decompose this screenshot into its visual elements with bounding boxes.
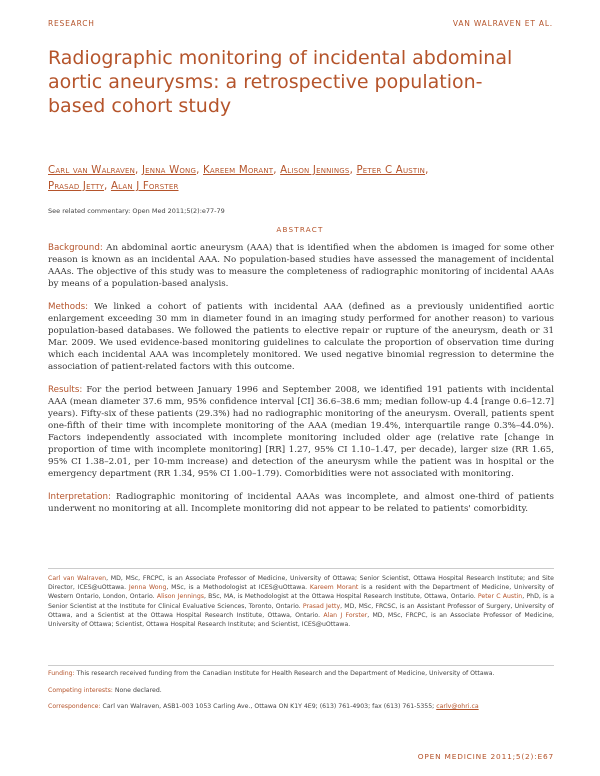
abstract-interpretation: [48, 491, 554, 515]
separator: ,: [273, 165, 281, 176]
paragraph-text: We linked a cohort of patients with incidental AAA (defined as a previously unidentified aortic enlargement exceeding 30 mm in diameter found in an imaging study performed for another reason) to various population-based databases. We followed the patients to elective repair or rupture of the aneurysm, death or 31 Mar. 2009. We used evidence-based monitoring guidelines to calculate the proportion of observation time during which each incidental AAA was incompletely monitored. We used negative binomial regression to determine the association of patient-related factors with this outcome.: [48, 302, 554, 372]
note-text: This research received funding from the Canadian Institute for Health Research and the Department of Medicine, University of Ottawa.: [74, 670, 495, 677]
abstract-heading: ABSTRACT: [276, 225, 324, 234]
author-link[interactable]: Carl van Walraven: [48, 165, 136, 176]
email-link[interactable]: carlv@ohri.ca: [436, 703, 479, 710]
related-commentary[interactable]: See related commentary: Open Med 2011;5(2):e77-79: [48, 207, 225, 215]
funding-note: [48, 670, 554, 677]
note-text: None declared.: [112, 687, 162, 694]
divider: [48, 665, 554, 666]
section-label: Interpretation:: [48, 492, 111, 502]
running-authors: VAN WALRAVEN ET AL.: [452, 19, 553, 28]
paragraph-text: An abdominal aortic aneurysm (AAA) that is identified when the abdomen is imaged for some other reason is known as an incidental AAA. No population-based studies have assessed the management of incidental AAAs. The objective of this study was to measure the completeness of radiographic monitoring of incidental AAAs by means of a population-based analysis.: [48, 243, 554, 289]
section-label: Results:: [48, 385, 83, 395]
affil-text: , MD, MSc, FRCPC, is an Associate Professor of Medicine, University of Ottawa; Scientist, Ottawa Hospital Research Institute; and Scientist, ICES@uOttawa.: [48, 611, 554, 629]
abstract-methods: [48, 301, 554, 373]
affil-text: , MD, MSc, FRCPC, is an Associate Professor of Medicine, University of Ottawa; Senior Scientist, Ottawa Hospital Research Institute; and Site Director, ICES@uOttawa.: [48, 575, 554, 592]
affil-text: , MD, MSc, FRCSC, is an Assistant Professor of Surgery, University of Ottawa, and a Scientist at the Ottawa Hospital Research Institute, Ottawa, Ontario.: [48, 602, 554, 619]
note-label: Correspondence:: [48, 703, 101, 710]
affil-name: Peter C Austin: [477, 593, 523, 601]
paragraph-text: For the period between January 1996 and September 2008, we identified 191 patients with incidental AAA (mean diameter 37.6 mm, 95% confidence interval [CI] 36.6–38.6 mm; median follow-up 4.4 [range 0.6–12.7] years). Fifty-six of these patients (29.3%) had no radiographic monitoring of the aneurysm. Overall, patients spent one-fifth of their time with incomplete monitoring of the AAA (median 19.4%, interquartile range 0.3%–44.0%). Factors independently associated with incomplete monitoring included older age (relative rate [change in proportion of time with incomplete monitoring] [RR] 1.27, 95% CI 1.10–1.47, per decade), larger size (RR 1.65, 95% CI 1.38–2.01, per 10-mm increase) and detection of the aneurysm while the patient was in hospital or the emergency department (RR 1.34, 95% CI 1.00–1.79). Comorbidities were not associated with monitoring.: [48, 385, 554, 479]
abstract-results: [48, 384, 554, 480]
affil-name: Carl van Walraven: [48, 575, 107, 582]
section-label: Background:: [48, 243, 103, 253]
correspondence-note: [48, 703, 554, 710]
note-label: Competing interests:: [48, 687, 113, 694]
author-affiliations: [48, 574, 554, 629]
affil-text: , BSc, MA, is Methodologist at the Ottawa Hospital Research Institute, Ottawa, Ontario.: [203, 593, 478, 601]
author-link[interactable]: Peter C Austin: [356, 165, 426, 176]
author-list: [48, 163, 558, 195]
divider: [48, 568, 554, 569]
abstract-background: [48, 242, 554, 290]
abstract-body: [48, 242, 554, 526]
section-label: RESEARCH: [48, 19, 95, 28]
separator: ,: [104, 181, 111, 192]
affil-name: Prasad Jetty: [302, 602, 341, 610]
affil-name: Kareem Morant: [309, 584, 359, 592]
author-link[interactable]: Alan J Forster: [110, 181, 179, 192]
paragraph-text: Radiographic monitoring of incidental AAAs was incomplete, and almost one-third of patients underwent no monitoring at all. Incomplete monitoring did not appear to be related to patients' comorbidity.: [48, 492, 554, 514]
article-title: Radiographic monitoring of incidental abdominal aortic aneurysms: a retrospective population-based cohort study: [48, 47, 513, 117]
author-link[interactable]: Kareem Morant: [203, 165, 274, 176]
author-link[interactable]: Alison Jennings: [280, 165, 350, 176]
author-link[interactable]: Prasad Jetty: [48, 181, 105, 192]
affil-name: Alan J Forster: [323, 611, 368, 619]
affil-name: Jenna Wong: [128, 584, 167, 592]
section-label: Methods:: [48, 302, 89, 312]
affil-text: , PhD, is a Senior Scientist at the Institute for Clinical Evaluative Sciences, Toronto, Ontario.: [48, 593, 554, 610]
affil-name: Alison Jennings: [156, 593, 204, 601]
separator: ,: [196, 165, 203, 176]
separator: ,: [349, 165, 357, 176]
author-link[interactable]: Jenna Wong: [141, 165, 197, 176]
separator: ,: [425, 165, 429, 176]
competing-interests-note: [48, 687, 554, 694]
note-label: Funding:: [48, 670, 75, 677]
affil-text: is a resident with the Department of Medicine, University of Western Ontario, London, Ontario.: [48, 584, 554, 601]
note-text: Carl van Walraven, ASB1-003 1053 Carling Ave., Ottawa ON K1Y 4E9; (613) 761-4903; fax (613) 761-5355;: [100, 703, 437, 710]
affil-text: , MSc, is a Methodologist at ICES@uOttawa.: [166, 584, 310, 592]
separator: ,: [135, 165, 142, 176]
page-footer: OPEN MEDICINE 2011;5(2):E67: [417, 752, 554, 761]
